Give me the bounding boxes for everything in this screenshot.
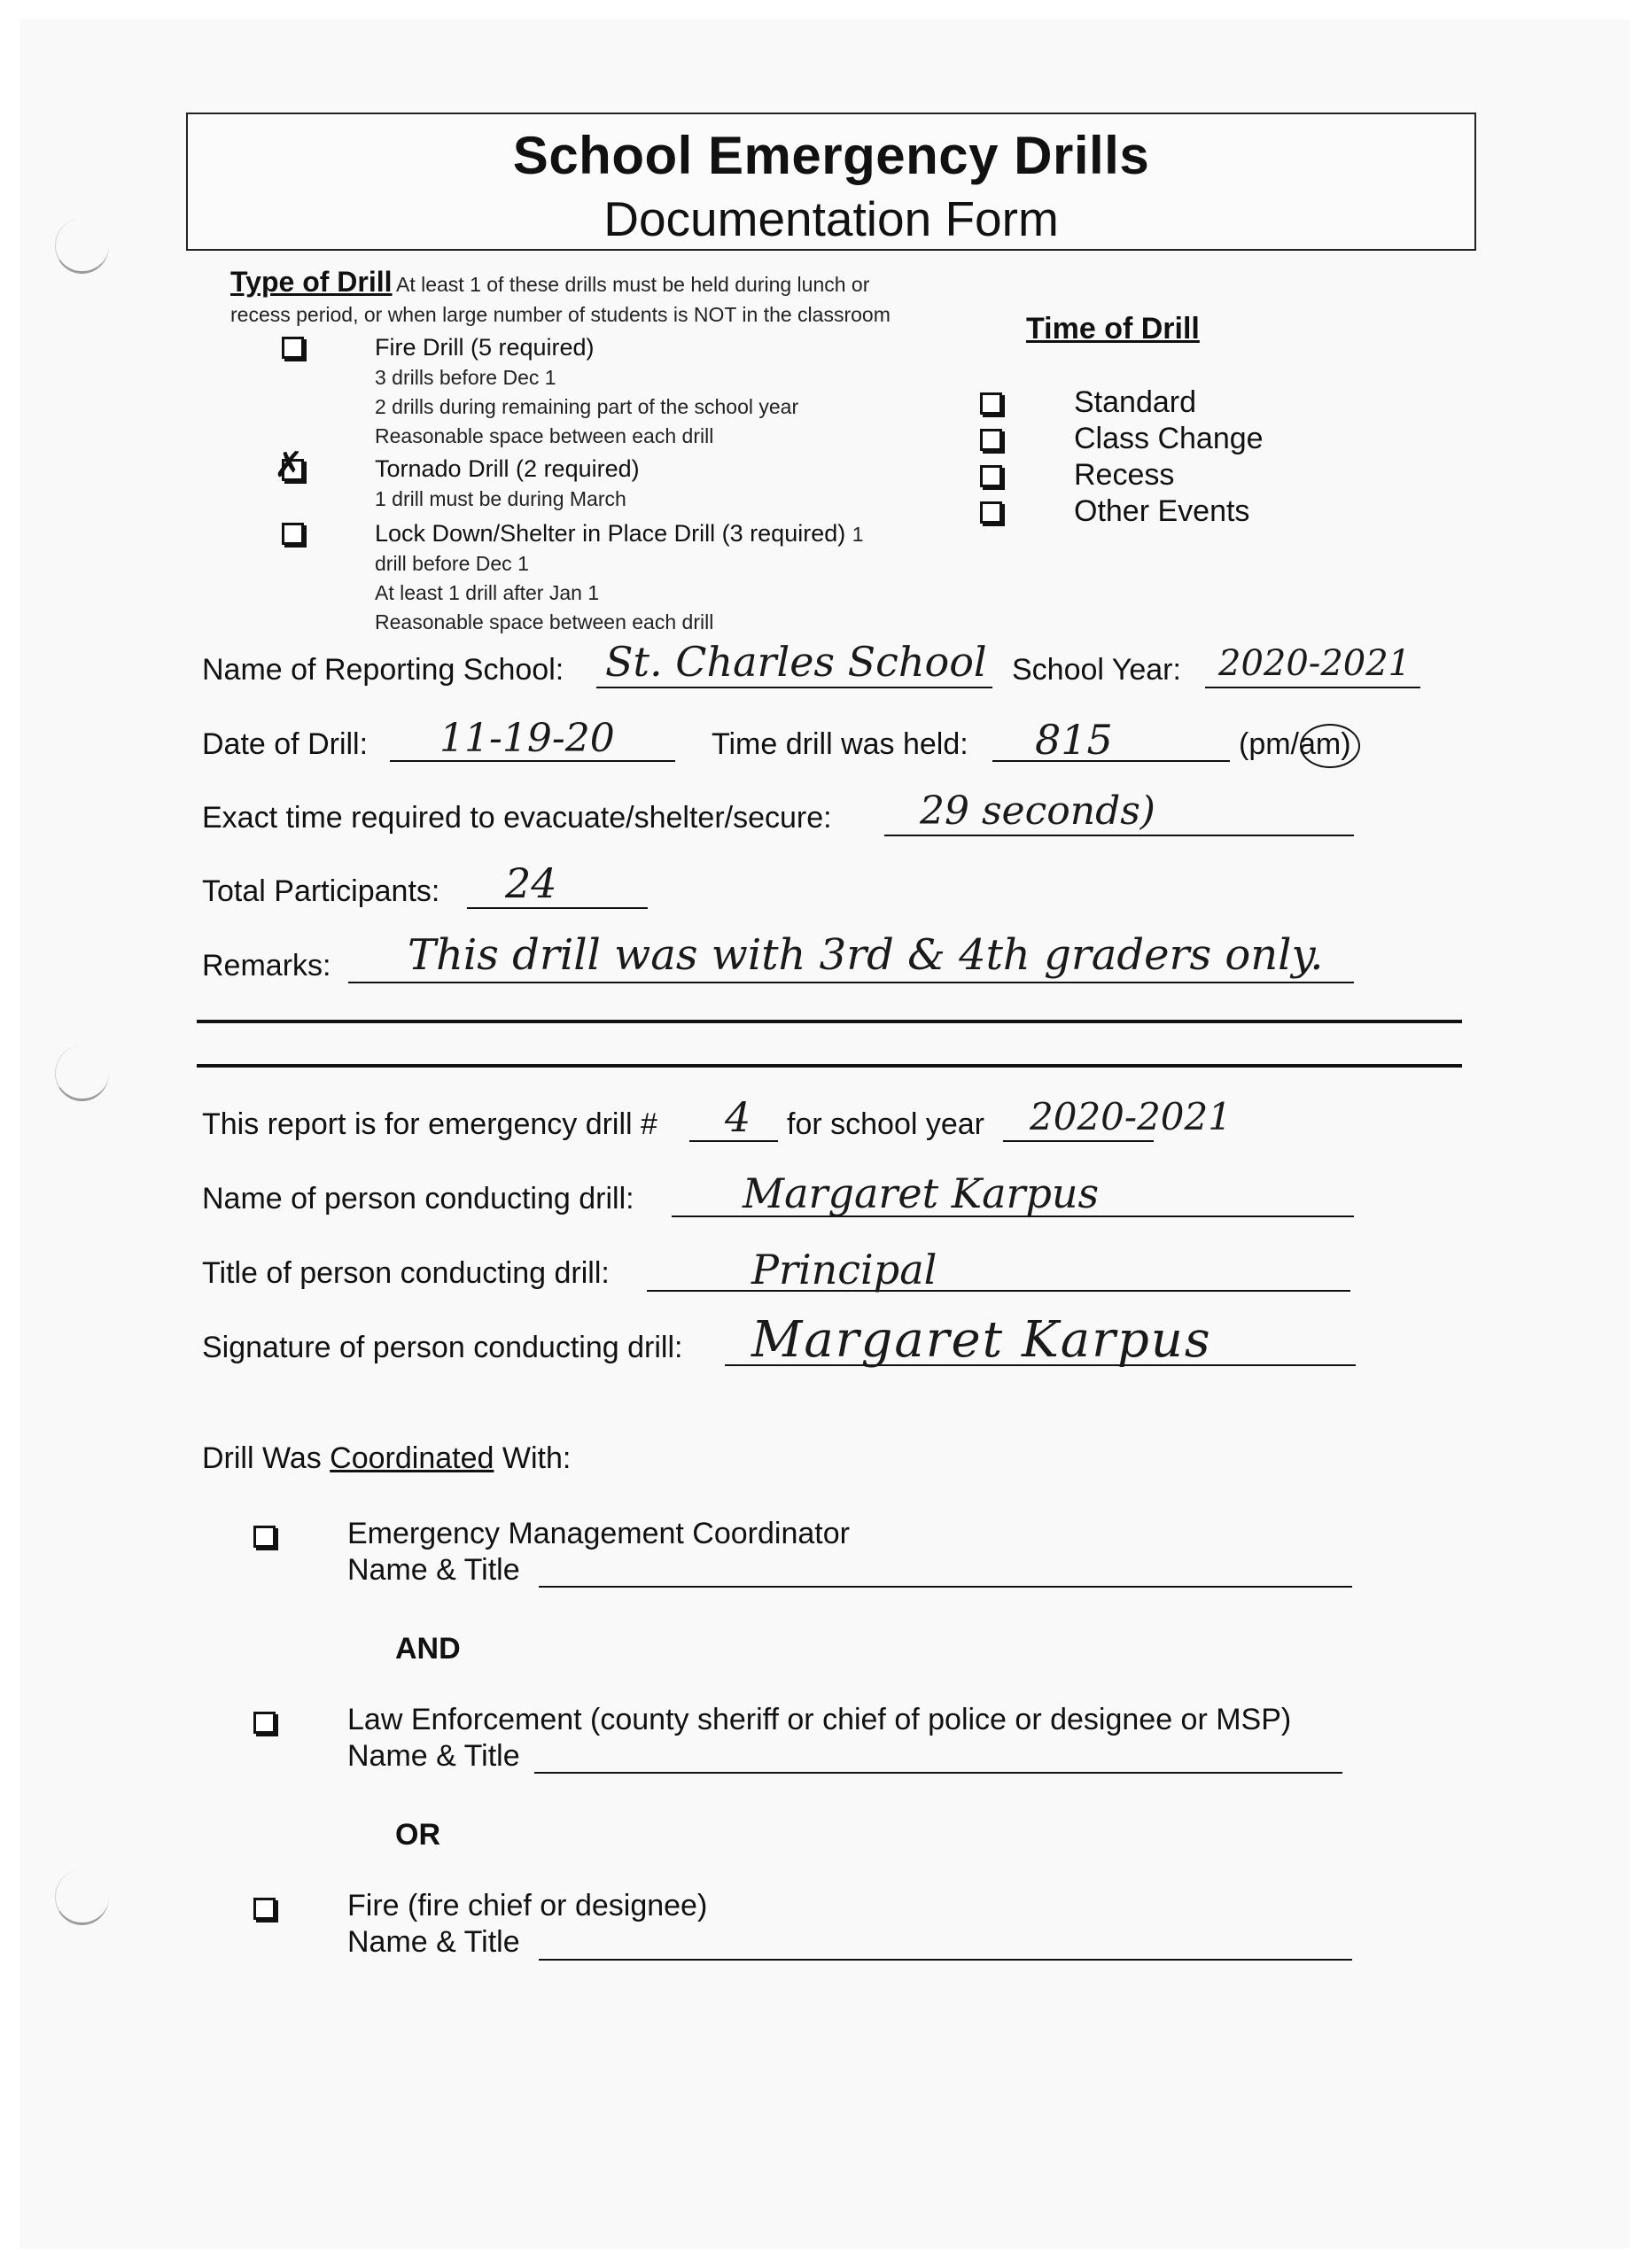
tornado-drill-checkbox[interactable] xyxy=(282,459,304,481)
form-title: School Emergency Drills xyxy=(512,126,1150,185)
am-selected-circle xyxy=(1300,724,1360,768)
coordination-heading xyxy=(202,1441,571,1476)
drill-number-label: This report is for emergency drill # xyxy=(202,1107,657,1141)
time-of-drill-heading: Time of Drill xyxy=(1026,312,1200,346)
lockdown-drill-detail: At least 1 drill after Jan 1 xyxy=(375,581,600,604)
type-of-drill-heading: Type of Drill xyxy=(230,266,393,298)
fire-drill-detail: Reasonable space between each drill xyxy=(375,424,714,447)
exact-time-line xyxy=(884,835,1354,836)
fire-chief-name-title-line[interactable] xyxy=(539,1959,1352,1961)
participants-field[interactable]: 24 xyxy=(505,859,557,907)
date-of-drill-field[interactable]: 11-19-20 xyxy=(439,716,615,761)
punch-hole-top xyxy=(55,218,109,274)
coordination-heading-underlined: Coordinated xyxy=(330,1441,494,1475)
lockdown-drill-checkbox[interactable] xyxy=(282,523,304,545)
emergency-management-checkbox[interactable] xyxy=(253,1526,276,1548)
drill-number-field[interactable]: 4 xyxy=(725,1093,751,1141)
school-year-field[interactable]: 2020-2021 xyxy=(1218,643,1412,684)
coordination-heading-prefix: Drill Was xyxy=(202,1441,331,1475)
emergency-management-label: Emergency Management Coordinator xyxy=(347,1517,850,1550)
class-change-checkbox[interactable] xyxy=(980,429,1002,451)
other-events-checkbox[interactable] xyxy=(980,501,1002,524)
person-title-label: Title of person conducting drill: xyxy=(202,1256,610,1290)
remarks-line xyxy=(348,982,1354,983)
fire-drill-detail: 3 drills before Dec 1 xyxy=(375,366,556,389)
pm-am-suffix: ) xyxy=(1341,727,1351,761)
punch-hole-bottom xyxy=(55,1869,109,1925)
tornado-drill-label: Tornado Drill (2 required) xyxy=(375,455,640,482)
exact-time-label: Exact time required to evacuate/shelter/secure: xyxy=(202,801,832,835)
person-name-field[interactable]: Margaret Karpus xyxy=(743,1169,1100,1217)
person-title-field[interactable]: Principal xyxy=(751,1246,937,1293)
remarks-extra-line xyxy=(197,1020,1462,1023)
type-of-drill-note-2: recess period, or when large number of students is NOT in the classroom xyxy=(230,303,891,326)
participants-line xyxy=(467,907,648,909)
law-enforcement-name-title-label: Name & Title xyxy=(347,1739,520,1773)
type-of-drill-header xyxy=(230,266,869,299)
remarks-label: Remarks: xyxy=(202,949,331,983)
remarks-field[interactable]: This drill was with 3rd & 4th graders only. xyxy=(408,930,1324,980)
time-held-label: Time drill was held: xyxy=(712,727,968,761)
school-name-line xyxy=(596,687,992,688)
fire-chief-name-title-label: Name & Title xyxy=(347,1925,520,1959)
person-name-label: Name of person conducting drill: xyxy=(202,1182,634,1216)
report-year-label: for school year xyxy=(787,1107,984,1141)
remarks-extra-line xyxy=(197,1064,1462,1068)
pm-am-prefix: (pm/ xyxy=(1239,727,1299,761)
and-label: AND xyxy=(395,1632,461,1666)
fire-chief-label: Fire (fire chief or designee) xyxy=(347,1889,708,1922)
other-events-label: Other Events xyxy=(1074,494,1250,528)
fire-drill-label: Fire Drill (5 required) xyxy=(375,334,595,361)
lockdown-drill-detail: Reasonable space between each drill xyxy=(375,610,714,633)
law-enforcement-name-title-line[interactable] xyxy=(534,1772,1342,1774)
recess-label: Recess xyxy=(1074,458,1175,492)
exact-time-field[interactable]: 29 seconds) xyxy=(920,788,1155,834)
tornado-drill-detail: 1 drill must be during March xyxy=(375,487,626,510)
school-name-field[interactable]: St. Charles School xyxy=(605,638,987,686)
lockdown-drill-label-tail: 1 xyxy=(852,523,864,546)
class-change-label: Class Change xyxy=(1074,422,1264,455)
lockdown-drill-label: Lock Down/Shelter in Place Drill (3 required) xyxy=(375,520,846,547)
report-year-line xyxy=(1003,1140,1154,1142)
school-year-label: School Year: xyxy=(1012,653,1181,687)
school-name-label: Name of Reporting School: xyxy=(202,653,564,687)
school-year-line xyxy=(1205,687,1420,688)
signature-field[interactable]: Margaret Karpus xyxy=(751,1311,1212,1369)
or-label: OR xyxy=(395,1818,440,1852)
coordination-heading-suffix: With: xyxy=(494,1441,572,1475)
law-enforcement-label: Law Enforcement (county sheriff or chief of police or designee or MSP) xyxy=(347,1703,1292,1736)
lockdown-drill-detail: drill before Dec 1 xyxy=(375,552,529,575)
standard-time-checkbox[interactable] xyxy=(980,392,1002,415)
report-year-field[interactable]: 2020-2021 xyxy=(1030,1095,1232,1138)
type-of-drill-note-1: At least 1 of these drills must be held during lunch or xyxy=(395,273,870,296)
signature-label: Signature of person conducting drill: xyxy=(202,1331,683,1364)
date-of-drill-label: Date of Drill: xyxy=(202,727,369,761)
participants-label: Total Participants: xyxy=(202,874,440,908)
standard-time-label: Standard xyxy=(1074,385,1196,419)
emergency-management-name-title-line[interactable] xyxy=(539,1586,1352,1588)
fire-chief-checkbox[interactable] xyxy=(253,1898,276,1920)
emergency-management-name-title-label: Name & Title xyxy=(347,1553,520,1587)
recess-checkbox[interactable] xyxy=(980,465,1002,487)
am-option[interactable]: am xyxy=(1299,727,1342,761)
form-subtitle: Documentation Form xyxy=(603,191,1059,246)
punch-hole-middle xyxy=(55,1045,109,1101)
fire-drill-checkbox[interactable] xyxy=(282,337,304,359)
lockdown-drill-label-row xyxy=(375,520,864,548)
law-enforcement-checkbox[interactable] xyxy=(253,1712,276,1734)
fire-drill-detail: 2 drills during remaining part of the school year xyxy=(375,395,799,418)
form-title-box xyxy=(186,113,1476,251)
time-held-field[interactable]: 815 xyxy=(1035,716,1113,764)
